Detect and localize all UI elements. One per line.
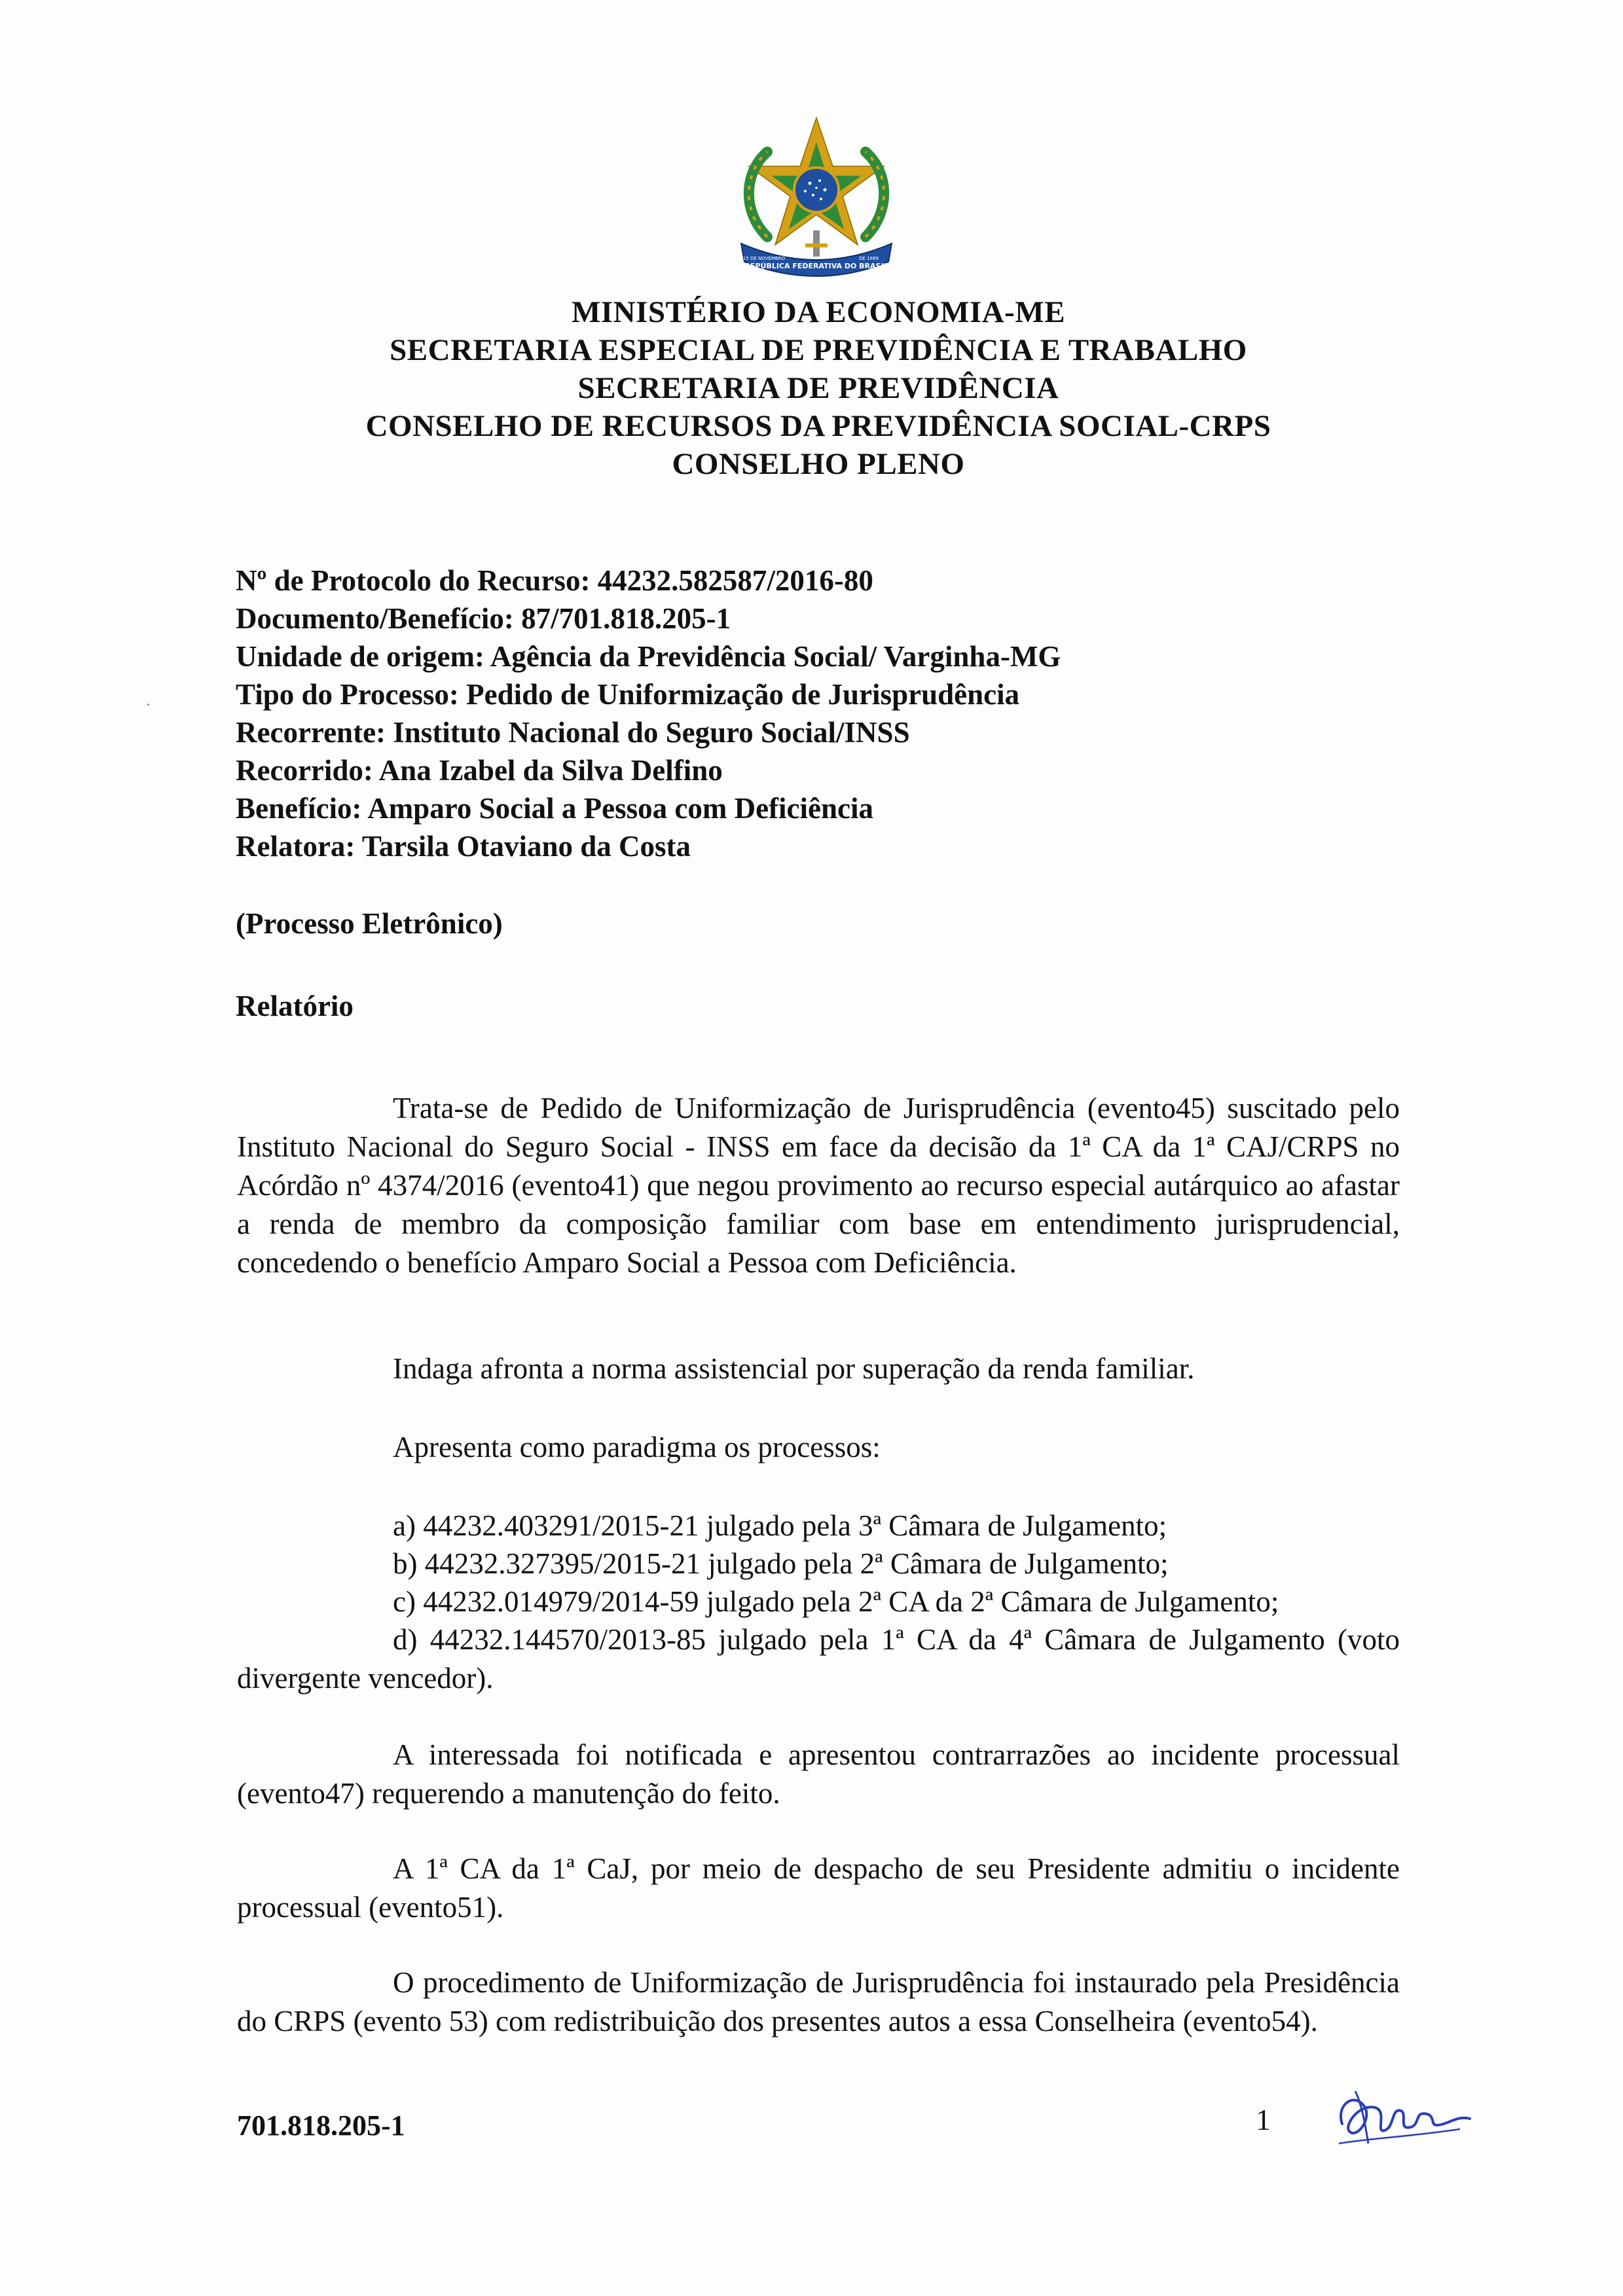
document-header [196, 293, 1440, 483]
brazil-coat-of-arms-icon [728, 113, 905, 289]
process-type: Tipo do Processo: Pedido de Uniformização de Jurisprudência [236, 678, 1020, 711]
rapporteur: Relatora: Tarsila Otaviano da Costa [236, 830, 691, 863]
crest-ribbon-text: REPÚBLICA FEDERATIVA DO BRASIL [744, 262, 888, 270]
appellant: Recorrente: Instituto Nacional do Seguro Social/INSS [236, 716, 910, 749]
header-plenary: CONSELHO PLENO [672, 447, 965, 481]
page-number: 1 [1256, 2103, 1271, 2136]
paradigm-item-a: a) 44232.403291/2015-21 julgado pela 3ª Câmara de Julgamento; [393, 1509, 1167, 1542]
paragraph-3: Apresenta como paradigma os processos: [393, 1431, 881, 1463]
process-metadata [236, 562, 1414, 865]
header-secretariat: SECRETARIA DE PREVIDÊNCIA [577, 371, 1059, 405]
header-council: CONSELHO DE RECURSOS DA PREVIDÊNCIA SOCIAL-CRPS [365, 409, 1271, 443]
header-ministry: MINISTÉRIO DA ECONOMIA-ME [571, 295, 1066, 329]
origin-unit: Unidade de origem: Agência da Previdência Social/ Varginha-MG [236, 640, 1061, 673]
paradigm-item-d: d) 44232.144570/2013-85 julgado pela 1ª CA da 4ª Câmara de Julgamento (voto divergente vencedor). [237, 1623, 1400, 1695]
report-heading: Relatório [236, 990, 354, 1022]
rubric-signature [1329, 2078, 1480, 2157]
paradigm-item-b: b) 44232.327395/2015-21 julgado pela 2ª Câmara de Julgamento; [393, 1547, 1169, 1580]
paragraph-2: Indaga afronta a norma assistencial por superação da renda familiar. [393, 1352, 1195, 1385]
benefit: Benefício: Amparo Social a Pessoa com Deficiência [236, 792, 873, 825]
scan-speck [147, 704, 149, 706]
header-special-secretariat: SECRETARIA ESPECIAL DE PREVIDÊNCIA E TRABALHO [390, 333, 1247, 367]
paragraph-1: Trata-se de Pedido de Uniformização de Jurisprudência (evento45) suscitado pelo Instituto Nacional do Seguro Social - INSS em face da decisão da 1ª CA da 1ª CAJ/CRPS no Acórdão nº 4374/2016 (evento41) que negou provimento ao recurso especial autárquico ao afastar a renda de membro da composição familiar com base em entendimento jurisprudencial, concedendo o benefício Amparo Social a Pessoa com Deficiência. [237, 1092, 1400, 1279]
crest-right-date: DE 1889 [859, 256, 879, 261]
footer-document-id: 701.818.205-1 [237, 2109, 405, 2142]
paradigm-item-c: c) 44232.014979/2014-59 julgado pela 2ª CA da 2ª Câmara de Julgamento; [393, 1585, 1279, 1618]
crest-left-date: 15 DE NOVEMBRO [742, 256, 786, 261]
protocol-number: Nº de Protocolo do Recurso: 44232.582587/2016-80 [236, 564, 873, 597]
paragraph-4: A interessada foi notificada e apresentou contrarrazões ao incidente processual (evento47) requerendo a manutenção do feito. [237, 1738, 1400, 1810]
paragraph-6: O procedimento de Uniformização de Jurisprudência foi instaurado pela Presidência do CRPS (evento 53) com redistribuição dos presentes autos a essa Conselheira (evento54). [237, 1966, 1400, 2037]
electronic-process-label: (Processo Eletrônico) [236, 907, 503, 940]
appellee: Recorrido: Ana Izabel da Silva Delfino [236, 754, 723, 787]
document-benefit: Documento/Benefício: 87/701.818.205-1 [236, 602, 731, 635]
paragraph-5: A 1ª CA da 1ª CaJ, por meio de despacho de seu Presidente admitiu o incidente processual (evento51). [237, 1852, 1400, 1924]
